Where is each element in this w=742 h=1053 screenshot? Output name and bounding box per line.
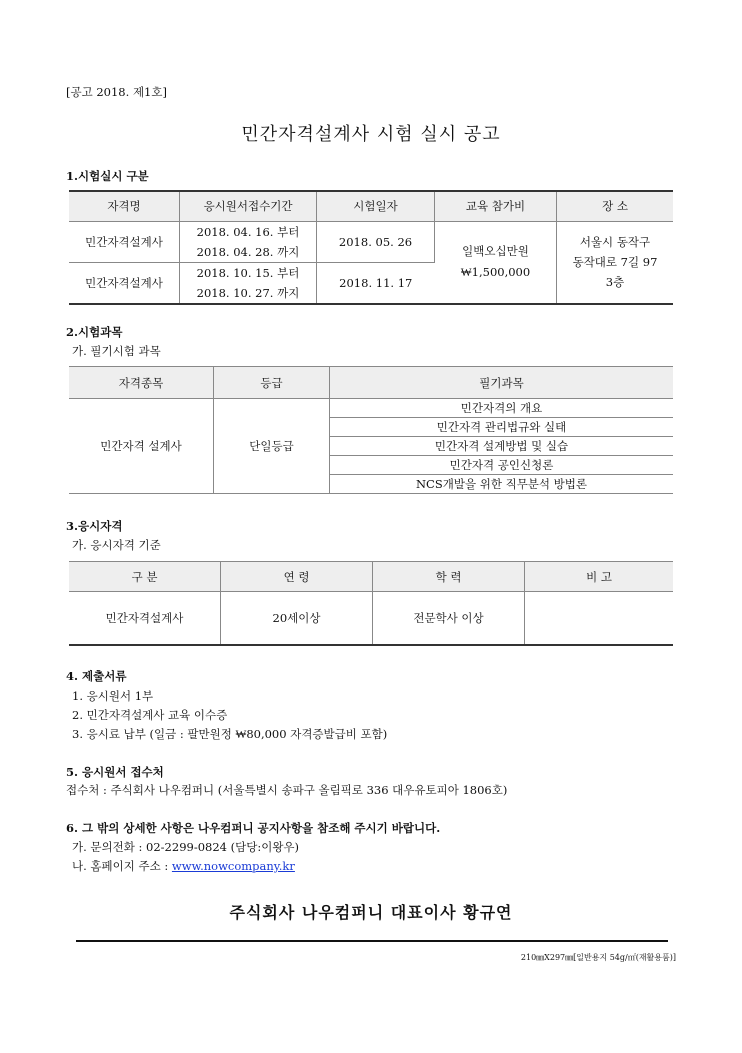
document-item: 3. 응시료 납부 (일금 : 팔만원정 ₩80,000 자격증발급비 포함) — [72, 727, 388, 741]
subject-cell: 민간자격 설계방법 및 실습 — [330, 437, 674, 456]
place-line: 서울시 동작구 — [579, 235, 651, 249]
table-header: 비 고 — [525, 562, 674, 592]
table-header: 장 소 — [557, 191, 674, 221]
document-item: 1. 응시원서 1부 — [72, 689, 154, 703]
paper-spec-note: 210㎜X297㎜[일반용지 54g/㎡(재활용품)] — [520, 953, 676, 962]
table-row — [69, 399, 673, 418]
section-2-heading: 2.시험과목 — [66, 325, 123, 339]
education-fee — [435, 221, 557, 304]
exam-date: 2018. 11. 17 — [317, 262, 435, 304]
period-start: 2018. 04. 16. 부터 — [196, 224, 300, 239]
table-header: 교육 참가비 — [435, 191, 557, 221]
table-header: 연 령 — [221, 562, 373, 592]
qualification-name: 민간자격설계사 — [69, 262, 180, 304]
eligibility-category: 민간자격설계사 — [69, 592, 221, 645]
exam-schedule-table — [69, 190, 673, 305]
section-5-heading: 5. 응시원서 접수처 — [66, 765, 164, 779]
eligibility-age: 20세이상 — [221, 592, 373, 645]
application-period — [180, 262, 317, 304]
period-end: 2018. 04. 28. 까지 — [196, 244, 300, 259]
eligibility-education: 전문학사 이상 — [373, 592, 525, 645]
qualification-item: 민간자격 설계사 — [69, 399, 214, 494]
document-item: 2. 민간자격설계사 교육 이수증 — [72, 708, 228, 722]
divider — [76, 940, 668, 942]
exam-subjects-table — [69, 366, 673, 494]
subject-cell: 민간자격 공인신청론 — [330, 456, 674, 475]
subject-cell: 민간자격 관리법규와 실태 — [330, 418, 674, 437]
page-title: 민간자격설계사 시험 실시 공고 — [241, 124, 501, 145]
homepage-label: 나. 홈페이지 주소 : — [72, 859, 169, 873]
section-6-heading: 6. 그 밖의 상세한 사항은 나우컴퍼니 공지사항을 참조해 주시기 바랍니다. — [66, 821, 441, 835]
fee-korean: 일백오십만원 — [462, 244, 529, 258]
section-3-heading: 3.응시자격 — [66, 519, 123, 533]
exam-place — [557, 221, 674, 304]
fee-amount: ₩1,500,000 — [460, 265, 531, 279]
subject-cell: NCS개발을 위한 직무분석 방법론 — [330, 475, 674, 494]
subject-cell: 민간자격의 개요 — [330, 399, 674, 418]
place-line: 3층 — [605, 275, 625, 289]
eligibility-remarks — [525, 592, 674, 645]
application-office: 접수처 : 주식회사 나우컴퍼니 (서울특별시 송파구 올림픽로 336 대우유토피아 1806호) — [66, 783, 508, 797]
table-header: 구 분 — [69, 562, 221, 592]
section-4-heading: 4. 제출서류 — [66, 669, 127, 683]
contact-phone: 가. 문의전화 : 02-2299-0824 (담당:이왕우) — [72, 840, 300, 854]
homepage-line — [72, 858, 295, 874]
table-row — [69, 592, 673, 645]
section-2-subheading: 가. 필기시험 과목 — [72, 344, 161, 358]
application-period — [180, 221, 317, 262]
table-header: 등급 — [214, 367, 330, 399]
exam-date: 2018. 05. 26 — [317, 221, 435, 262]
place-line: 동작대로 7길 97 — [572, 255, 658, 269]
section-3-subheading: 가. 응시자격 기준 — [72, 538, 161, 552]
table-header: 자격종목 — [69, 367, 214, 399]
period-start: 2018. 10. 15. 부터 — [196, 265, 300, 280]
table-header: 응시원서접수기간 — [180, 191, 317, 221]
table-header: 시험일자 — [317, 191, 435, 221]
table-row — [69, 221, 673, 262]
table-header: 필기과목 — [330, 367, 674, 399]
qualification-grade: 단일등급 — [214, 399, 330, 494]
notice-number: [공고 2018. 제1호] — [66, 85, 167, 99]
period-end: 2018. 10. 27. 까지 — [196, 285, 300, 300]
table-header: 학 력 — [373, 562, 525, 592]
section-1-heading: 1.시험실시 구분 — [66, 169, 149, 183]
eligibility-table — [69, 561, 673, 646]
homepage-link[interactable]: www.nowcompany.kr — [171, 859, 295, 873]
table-header: 자격명 — [69, 191, 180, 221]
company-signature: 주식회사 나우컴퍼니 대표이사 황규연 — [229, 903, 513, 922]
qualification-name: 민간자격설계사 — [69, 221, 180, 262]
